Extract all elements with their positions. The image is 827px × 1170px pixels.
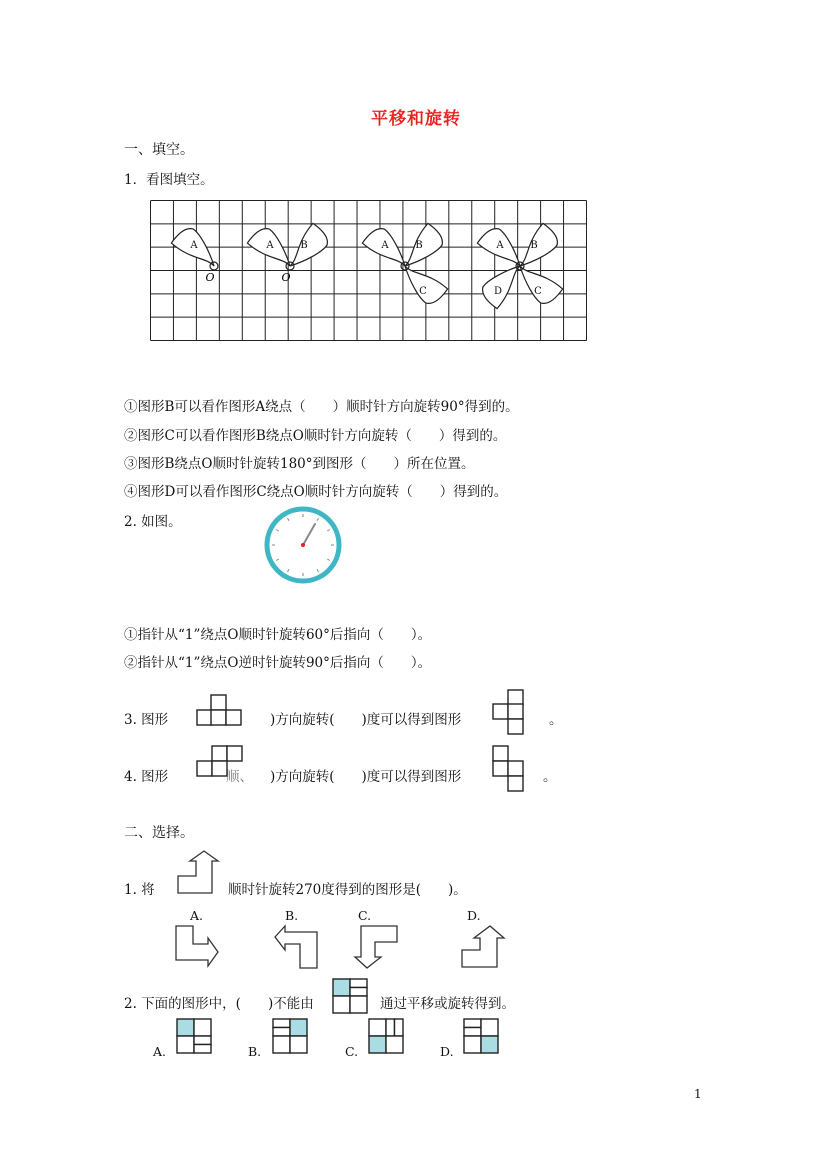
- q1-item-1: ①图形B可以看作图形A绕点（ ）顺时针方向旋转90°得到的。: [124, 399, 519, 415]
- s2-q1-shape-b: [273, 924, 319, 970]
- petal-shape: [480, 266, 527, 311]
- q3-shape-target: [492, 689, 524, 735]
- petal-letter: C: [534, 286, 542, 297]
- q4-text: )方向旋转( )度可以得到图形: [270, 769, 462, 785]
- q3-label: 3. 图形: [124, 712, 169, 728]
- q2-label: 2. 如图。: [124, 514, 182, 530]
- flower-figure: [475, 221, 564, 310]
- petal-shape: [405, 259, 450, 306]
- petal-letter: C: [419, 286, 427, 297]
- petal-letter: B: [530, 240, 538, 251]
- section1-heading: 一、填空。: [124, 142, 194, 158]
- s2-q1-shape-d: [460, 924, 506, 970]
- s2-q2-shape-b: [272, 1018, 308, 1054]
- s2-q2-shape-d: [463, 1018, 499, 1054]
- s2-q1-text: 顺时针旋转270度得到的图形是( )。: [228, 882, 467, 898]
- petal-shape: [520, 259, 565, 306]
- q4-shape-target: [492, 745, 524, 793]
- s2-q1-option-b: B.: [285, 908, 299, 923]
- q3-end: 。: [549, 712, 563, 728]
- clock-figure: [263, 505, 343, 585]
- s2-q2-shape-c: [368, 1018, 404, 1054]
- q3-text: )方向旋转( )度可以得到图形: [270, 712, 462, 728]
- q4-end: 。: [543, 769, 557, 785]
- q2-item-2: ②指针从“1”绕点O逆时针旋转90°后指向（ ）。: [124, 655, 432, 671]
- s2-q2-base-shape: [332, 978, 368, 1014]
- center-label: O: [281, 271, 291, 284]
- s2-q1-label: 1. 将: [124, 882, 155, 898]
- s2-q1-shape-c: [353, 924, 399, 970]
- petal-letter: A: [266, 240, 274, 251]
- s2-q1-shape-a: [174, 924, 220, 970]
- s2-q2-option-d: D.: [440, 1044, 454, 1059]
- petal-letter: A: [190, 240, 198, 251]
- flower-figure: [169, 226, 218, 284]
- q1-item-3: ③图形B绕点O顺时针旋转180°到图形（ ）所在位置。: [124, 456, 475, 472]
- s2-q1-arrow-shape: [176, 850, 222, 896]
- petal-letter: D: [493, 286, 503, 297]
- q1-label: 1．看图填空。: [124, 172, 214, 188]
- s2-q1-option-d: D.: [467, 908, 481, 923]
- s2-q1-option-c: C.: [358, 908, 372, 923]
- q2-item-1: ①指针从“1”绕点O顺时针旋转60°后指向（ ）。: [124, 627, 432, 643]
- petal-letter: A: [496, 240, 504, 251]
- petal-letter: B: [415, 240, 423, 251]
- s2-q2-text: 通过平移或旋转得到。: [380, 996, 515, 1012]
- petal-letter: B: [300, 240, 308, 251]
- petal-letter: A: [381, 240, 389, 251]
- petal-rotation-grid: [150, 200, 587, 342]
- page-title: 平移和旋转: [371, 109, 461, 129]
- page-number: 1: [694, 1087, 702, 1101]
- center-label: O: [205, 271, 215, 284]
- q4-partial-text: 顺、: [226, 769, 253, 785]
- s2-q2-label: 2. 下面的图形中，( )不能由: [124, 996, 314, 1012]
- s2-q2-shape-a: [176, 1018, 212, 1054]
- q1-item-4: ④图形D可以看作图形C绕点O顺时针方向旋转（ ）得到的。: [124, 484, 508, 500]
- q3-shape-original: [196, 694, 242, 726]
- q1-item-2: ②图形C可以看作图形B绕点O顺时针方向旋转（ ）得到的。: [124, 428, 507, 444]
- s2-q1-option-a: A.: [190, 908, 204, 923]
- s2-q2-option-c: C.: [345, 1044, 359, 1059]
- s2-q2-option-a: A.: [153, 1044, 167, 1059]
- section2-heading: 二、选择。: [124, 825, 194, 841]
- s2-q2-option-b: B.: [248, 1044, 262, 1059]
- q4-label: 4. 图形: [124, 769, 169, 785]
